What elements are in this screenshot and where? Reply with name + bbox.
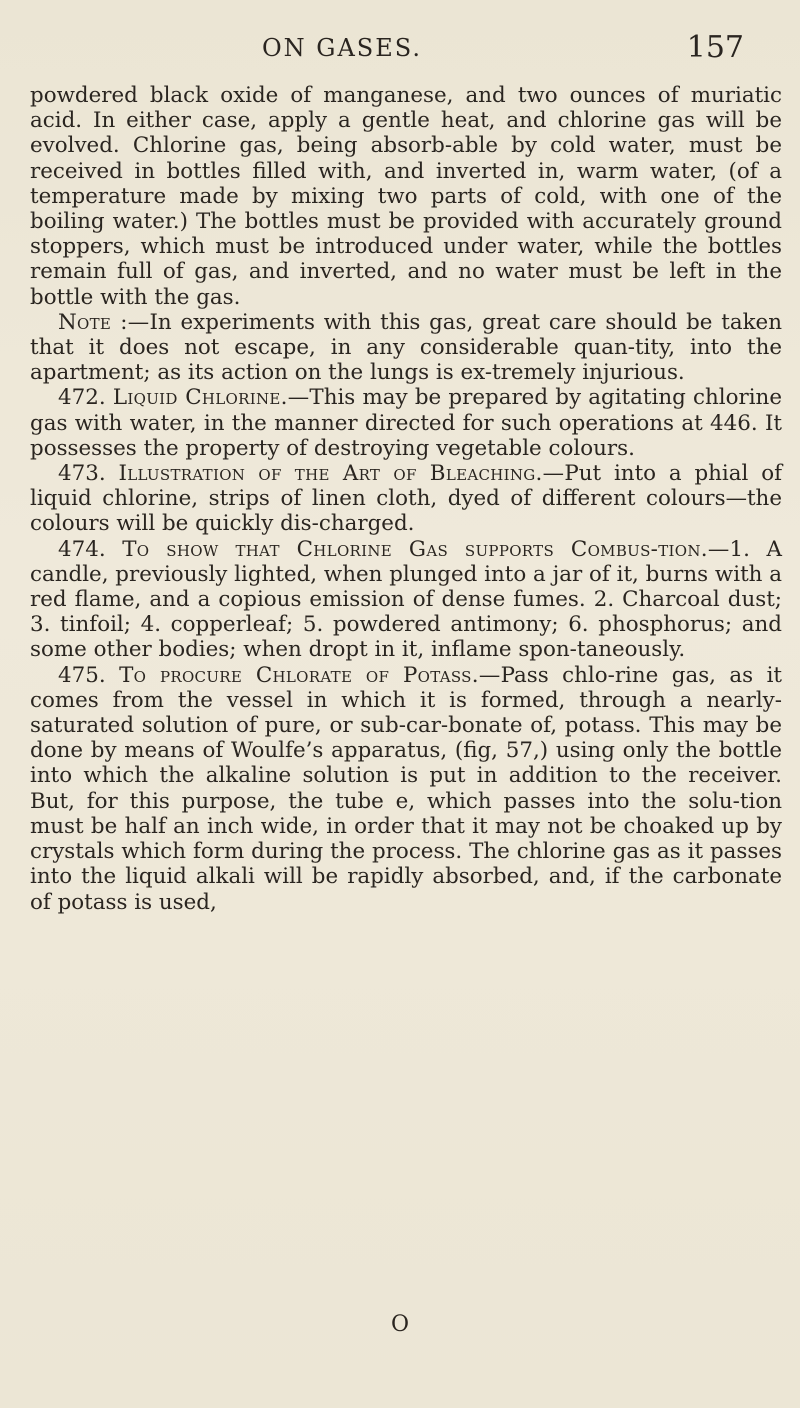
note-label: Note :— — [58, 309, 150, 335]
signature-mark: O — [390, 1312, 410, 1337]
section-heading: Illustration of the Art of Bleaching.— — [118, 461, 565, 487]
section-text: This may be prepared by agitating chlorine gas with water, in the manner directed for such operations at 446. It possesses the property of destroying vegetable colours. — [30, 385, 782, 461]
section-472 — [30, 385, 782, 461]
section-heading: Liquid Chlorine.— — [112, 385, 310, 411]
section-number: 473. — [58, 461, 106, 487]
section-number: 472. — [58, 385, 106, 411]
section-number: 475. — [58, 662, 106, 688]
section-text: Pass chlo-rine gas, as it comes from the vessel in which it is formed, through a nearly-saturated solution of pure, or sub-car-bonate of, potass. This may be done by means of Woulfe’s apparatus, (fig, 57,) using only the bottle into which the alkaline solution is put in addition to the receiver. But, for this purpose, the tube e, which passes into the solu-tion must be half an inch wide, in order that it may not be choaked up by crystals which form during the process. The chlorine gas as it passes into the liquid alkali will be rapidly absorbed, and, if the carbonate of potass is used, — [30, 662, 783, 915]
section-475 — [30, 663, 782, 915]
section-number: 474. — [58, 536, 106, 562]
section-text: Put into a phial of liquid chlorine, strips of linen cloth, dyed of different colours—the colours will be quickly dis-charged. — [30, 461, 782, 537]
section-474 — [30, 537, 782, 663]
paragraph-continuation: powdered black oxide of manganese, and two ounces of muriatic acid. In either case, apply a gentle heat, and chlorine gas will be evolved. Chlorine gas, being absorb-able by cold water, must be received in bottles filled with, and inverted in, warm water, (of a temperature made by mixing two parts of cold, with one of the boiling water.) The bottles must be provided with accurately ground stoppers, which must be introduced under water, while the bottles remain full of gas, and inverted, and no water must be left in the bottle with the gas. — [30, 83, 782, 310]
note-text: In experiments with this gas, great care should be taken that it does not escape, in any considerable quan-tity, into the apartment; as its action on the lungs is ex-tremely injurious. — [30, 309, 782, 386]
page-number: 157 — [686, 30, 744, 65]
section-text: 1. A candle, previously lighted, when plunged into a jar of it, burns with a red flame, and a copious emission of dense fumes. 2. Charcoal dust; 3. tinfoil; 4. copperleaf; 5. powdered antimony; 6. phosphorus; and some other bodies; when dropt in it, inflame spon-taneously. — [30, 536, 782, 663]
section-473 — [30, 461, 782, 537]
body-text — [30, 83, 782, 915]
page-header — [0, 30, 800, 74]
section-heading: To procure Chlorate of Potass.— — [119, 662, 501, 688]
note-paragraph — [30, 310, 782, 386]
running-head: ON GASES. — [262, 34, 422, 62]
section-heading: To show that Chlorine Gas supports Combus-tion.— — [122, 536, 730, 562]
